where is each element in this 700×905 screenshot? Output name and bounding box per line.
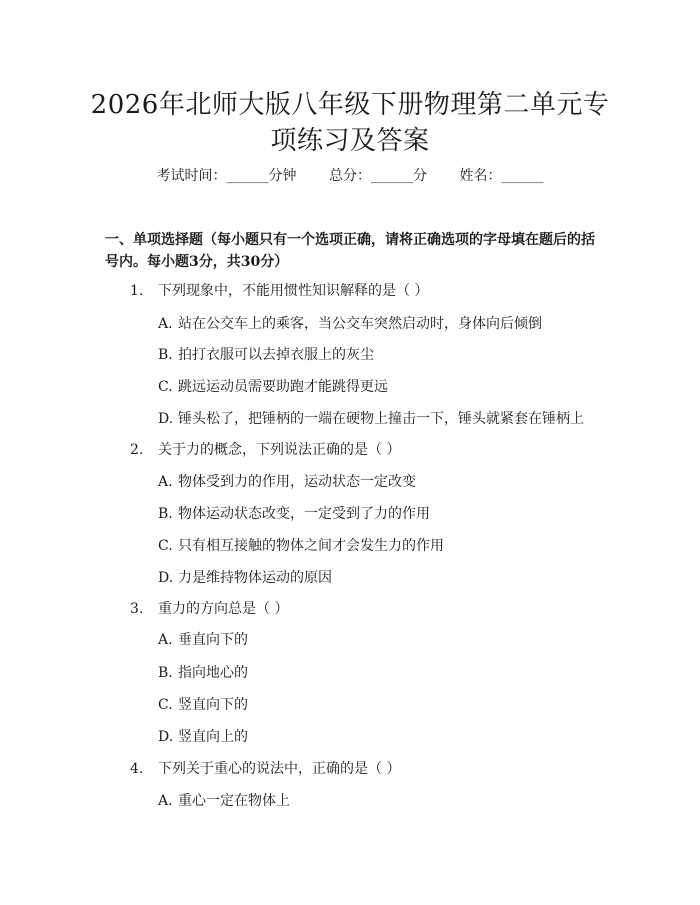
option-text: 只有相互接触的物体之间才会发生力的作用 [178,538,444,554]
option-text: 跳远运动员需要助跑才能跳得更远 [178,379,388,395]
question-stem: 重力的方向总是（ ） [158,601,289,617]
question-number: 4. [130,761,144,777]
option-text: 垂直向下的 [178,632,248,648]
question-3-option-a [158,630,248,650]
option-text: 指向地心的 [178,665,248,681]
question-3-option-c [158,695,248,715]
option-text: 重心一定在物体上 [178,793,290,809]
name-field: 姓名：______ [459,168,544,184]
question-1-option-a [158,314,542,334]
exam-time-field: 考试时间：______分钟 [156,168,297,184]
page-title-line1: 2026年北师大版八年级下册物理第二单元专 [90,90,610,120]
question-3 [130,599,288,619]
option-letter: B. [158,506,173,522]
section-heading-line1: 一、单项选择题（每小题只有一个选项正确，请将正确选项的字母填在题后的括 [105,232,595,248]
total-score-field: 总分：______分 [329,168,427,184]
option-letter: C. [158,697,173,713]
option-letter: B. [158,347,173,363]
question-1-option-b [158,345,374,365]
question-2-option-c [158,536,444,556]
option-text: 物体受到力的作用，运动状态一定改变 [178,474,416,490]
option-letter: D. [158,729,174,745]
option-letter: A. [158,793,173,809]
option-text: 竖直向上的 [178,729,248,745]
option-text: 力是维持物体运动的原因 [178,570,332,586]
question-2-option-b [158,504,430,524]
question-number: 2. [130,442,144,458]
option-letter: A. [158,474,173,490]
question-3-option-b [158,663,248,683]
option-text: 竖直向下的 [178,697,248,713]
question-number: 3. [130,601,144,617]
question-2 [130,440,400,460]
question-4-option-a [158,791,290,811]
question-2-option-d [158,568,332,588]
question-stem: 下列现象中，不能用惯性知识解释的是（ ） [158,283,429,299]
page-title-line2: 项练习及答案 [270,126,430,156]
option-text: 锤头松了，把锤柄的一端在硬物上撞击一下，锤头就紧套在锤柄上 [178,411,584,427]
question-4 [130,759,400,779]
question-1-option-c [158,377,388,397]
option-letter: C. [158,379,173,395]
question-1-option-d [158,409,584,429]
question-number: 1. [130,283,144,299]
option-text: 物体运动状态改变，一定受到了力的作用 [178,506,430,522]
question-1 [130,281,428,301]
option-letter: B. [158,665,173,681]
option-letter: D. [158,570,174,586]
question-2-option-a [158,472,416,492]
exam-meta [0,166,700,186]
option-text: 拍打衣服可以去掉衣服上的灰尘 [178,347,374,363]
option-letter: C. [158,538,173,554]
question-3-option-d [158,727,248,747]
question-stem: 下列关于重心的说法中，正确的是（ ） [158,761,401,777]
question-stem: 关于力的概念，下列说法正确的是（ ） [158,442,401,458]
option-letter: D. [158,411,174,427]
option-letter: A. [158,632,173,648]
section-heading-line2: 号内。每小题3分，共30分） [105,254,289,270]
option-text: 站在公交车上的乘客，当公交车突然启动时，身体向后倾倒 [178,316,542,332]
option-letter: A. [158,316,173,332]
